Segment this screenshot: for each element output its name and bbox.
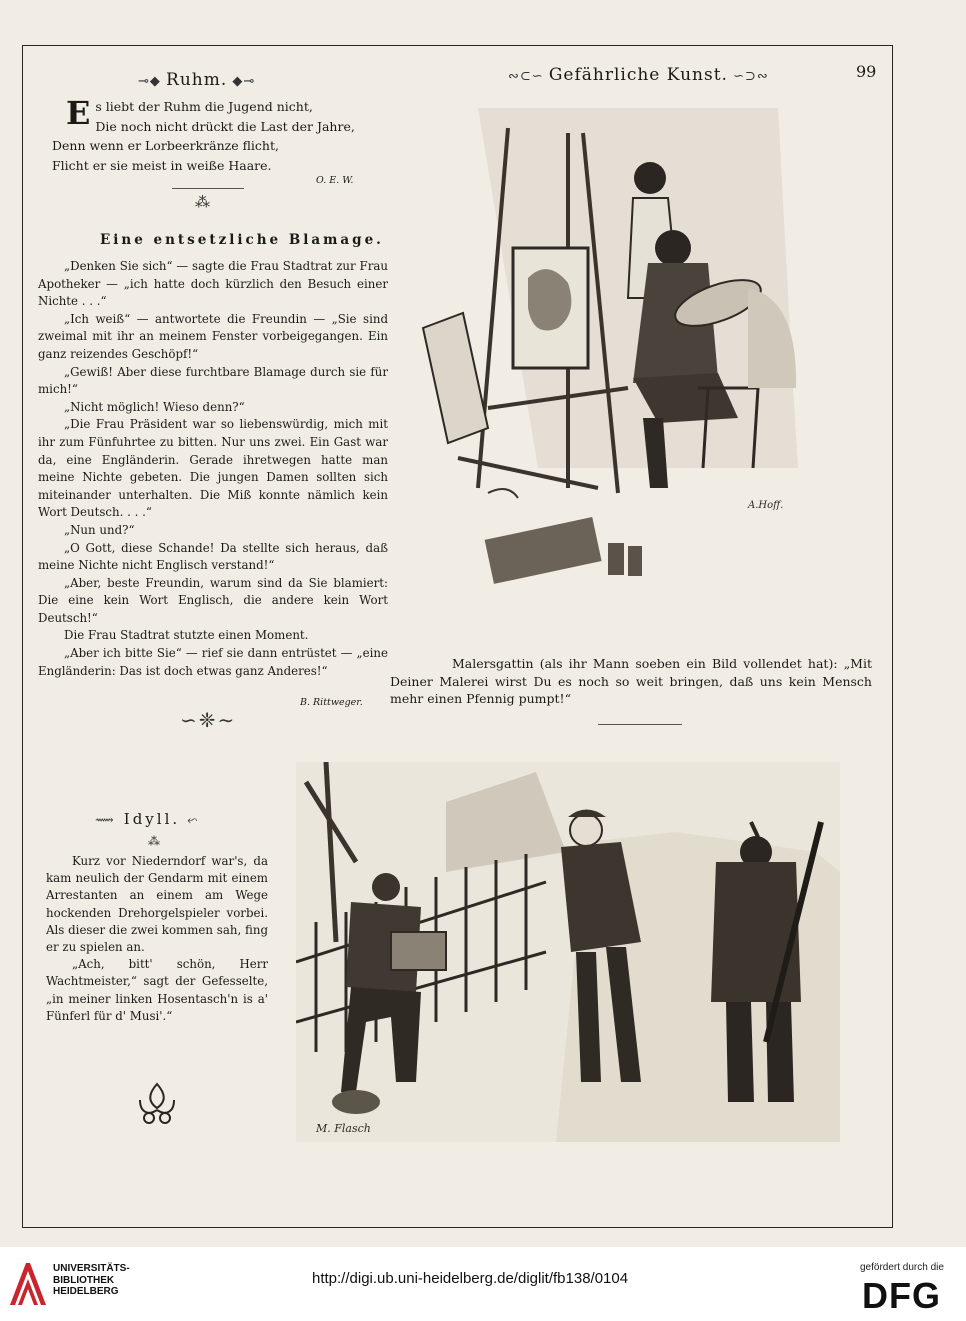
story-paragraph: „Nun und?“ — [64, 522, 135, 537]
poem-line: Die noch nicht drückt die Last der Jahre, — [95, 118, 355, 134]
story-paragraph: „Gewiß! Aber diese furchtbare Blamage durch sie für mich!“ — [38, 364, 388, 397]
library-name-line: UNIVERSITÄTS- — [53, 1263, 130, 1274]
university-library-logo-icon[interactable] — [8, 1261, 48, 1307]
permalink-url[interactable]: http://digi.ub.uni-heidelberg.de/diglit/fb138/0104 — [312, 1270, 629, 1287]
idyll-illustration — [296, 762, 840, 1142]
story-paragraph: „Ich weiß“ — antwortete die Freundin — „Sie sind zweimal mit ihr an meinem Fenster vorbeigegangen. Ein ganz reizendes Geschöpf!“ — [38, 311, 388, 361]
idyll-paragraph: „Ach, bitt' schön, Herr Wachtmeister,“ sagt der Gefesselte, „in meiner linken Hosentasch'n is a' Fünferl für d' Musi'.“ — [46, 957, 268, 1023]
art-title: Gefährliche Kunst. — [548, 65, 728, 85]
floral-ornament-icon — [134, 1080, 180, 1126]
flourish-icon: ∽❈∼ — [180, 708, 237, 732]
story-paragraph: Die Frau Stadtrat stutzte einen Moment. — [64, 628, 309, 643]
funding-note: gefördert durch die — [860, 1262, 944, 1273]
ornament-right-icon: ◆⊸ — [227, 74, 256, 89]
story-paragraph: „O Gott, diese Schande! Da stellte sich heraus, daß meine Nichte nicht Englisch verstand!“ — [38, 540, 388, 573]
svg-text:A.Hoff.: A.Hoff. — [748, 500, 784, 511]
poem-line: Denn wenn er Lorbeerkränze flicht, — [52, 138, 279, 153]
idyll-text — [46, 853, 268, 1025]
story-paragraph: „Aber, beste Freundin, warum sind da Sie blamiert: Die eine kein Wort Englisch, die andere kein Wort Deutsch!“ — [38, 575, 388, 625]
idyll-paragraph: Kurz vor Niederndorf war's, da kam neulich der Gendarm mit einem Arrestanten an einem am Wege hockenden Drehorgelspieler vorbei. Als dieser die zwei kommen sah, fing er zu spielen an. — [46, 854, 268, 955]
ornament-left-icon: ∾⊂∽ — [508, 69, 549, 84]
story-title: Eine entsetzliche Blamage. — [100, 232, 384, 248]
story-paragraph: „Die Frau Präsident war so liebenswürdig, mich mit ihr zum Fünfuhrtee zu bitten. Nur uns zwei. Ein Gast war da, eine Engländerin. Gerade ihretwegen hatte man meine Nichte gebeten. Die jungen Damen sollten sich miteinander unterhalten. Die Miß konnte nämlich kein Wort Deutsch. . . .“ — [38, 417, 388, 520]
caption-text: Malersgattin (als ihr Mann soeben ein Bild vollendet hat): „Mit Deiner Malerei wirst Du es noch so weit bringen, daß uns kein Mensch mehr einen Pfennig pumpt!“ — [390, 656, 872, 706]
story-signature: B. Rittweger. — [300, 697, 363, 708]
poem — [52, 94, 372, 175]
ornament-left-icon: ⊸◆ — [138, 74, 167, 89]
library-name-line: BIBLIOTHEK — [53, 1274, 115, 1286]
painter-illustration — [418, 88, 798, 623]
poem-line: Flicht er sie meist in weiße Haare. — [52, 157, 272, 173]
poem-signature: O. E. W. — [316, 175, 354, 186]
dfg-logo[interactable]: DFG — [862, 1275, 941, 1316]
art-title-header — [508, 65, 769, 85]
arrow-right-icon: ⟿ — [95, 813, 124, 828]
page-number: 99 — [856, 62, 877, 81]
story-paragraph: „Nicht möglich! Wieso denn?“ — [64, 399, 245, 414]
poem-title-header — [138, 70, 255, 90]
library-name-line: HEIDELBERG — [53, 1286, 119, 1297]
divider — [172, 188, 244, 189]
svg-text:M. Flasch: M. Flasch — [316, 1122, 371, 1135]
arrow-left-icon: ⬿ — [180, 813, 201, 828]
flourish-icon: ⁂ — [195, 193, 212, 211]
poem-title: Ruhm. — [166, 70, 228, 90]
poem-line: s liebt der Ruhm die Jugend nicht, — [95, 99, 313, 114]
idyll-title-header — [95, 810, 201, 828]
library-name[interactable] — [53, 1263, 130, 1298]
flourish-icon: ⁂ — [148, 834, 162, 848]
idyll-title: Idyll. — [123, 810, 181, 828]
poem-dropcap: E — [66, 94, 91, 132]
divider — [598, 724, 682, 725]
ornament-right-icon: ∽⊃∾ — [727, 69, 769, 84]
story-paragraph: „Aber ich bitte Sie“ — rief sie dann entrüstet — „eine Engländerin: Das ist doch etwas ganz Anderes!“ — [38, 646, 388, 678]
story-text — [38, 258, 388, 680]
story-paragraph: „Denken Sie sich“ — sagte die Frau Stadtrat zur Frau Apotheker — „ich hatte doch kürzlich den Besuch einer Nichte . . .“ — [38, 259, 388, 309]
art-caption — [390, 655, 872, 708]
